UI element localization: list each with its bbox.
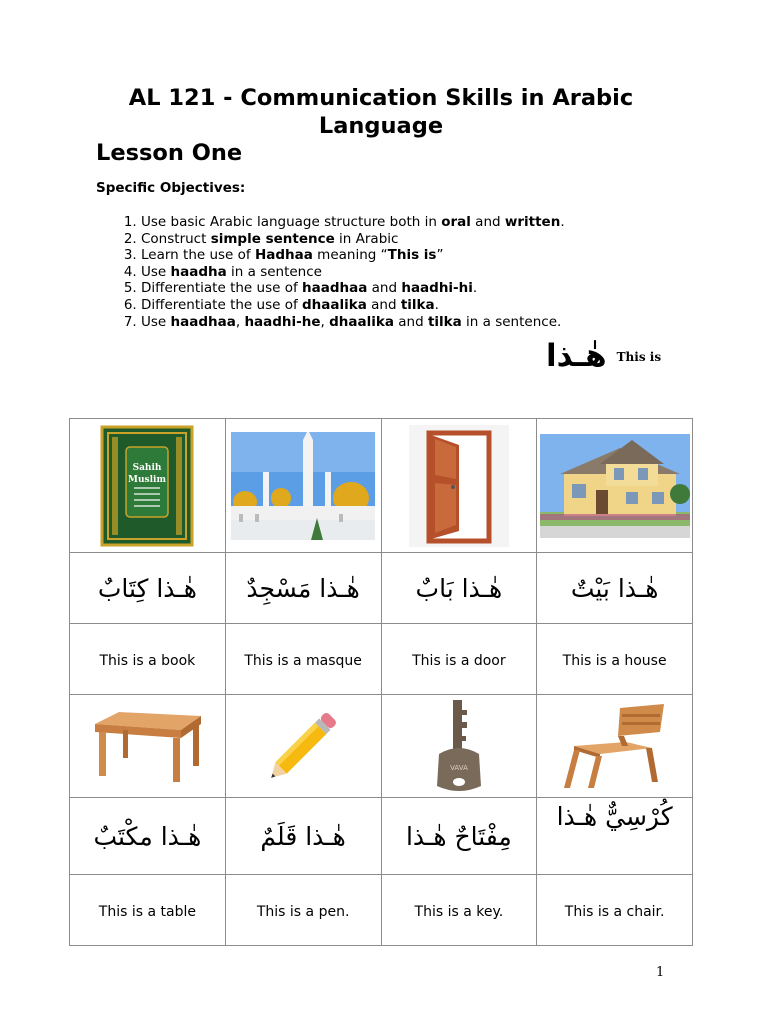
cell-pencil-image xyxy=(225,695,381,798)
table-icon xyxy=(89,710,205,782)
cell-table-image xyxy=(70,695,226,798)
objective-keyword: haadhi-he xyxy=(244,313,321,330)
cell-key-image xyxy=(381,695,537,798)
objective-text: and xyxy=(470,214,505,230)
english-text: This is a book xyxy=(99,652,196,669)
cell-house-arabic xyxy=(537,553,693,624)
english-text: This is a chair. xyxy=(564,903,665,920)
objectives-list xyxy=(96,214,741,330)
chair-icon xyxy=(560,702,670,790)
objective-text: Differentiate the use of xyxy=(141,296,303,313)
cell-mosque-image xyxy=(225,419,381,553)
book-title-line-2: Muslim xyxy=(128,474,167,485)
cell-pencil-english xyxy=(225,875,381,946)
objective-item xyxy=(141,280,741,297)
objective-keyword: dhaalika xyxy=(302,296,367,313)
arabic-text: هٰـذا كِتَابٌ xyxy=(97,573,197,603)
objective-keyword: tilka xyxy=(427,313,462,330)
objectives-heading: Specific Objectives: xyxy=(96,180,246,196)
cell-key-arabic xyxy=(381,798,537,875)
objective-text: . xyxy=(472,280,478,297)
arabic-text: كُرْسِيٌّ هٰـذا xyxy=(556,802,673,831)
objective-keyword: simple sentence xyxy=(210,230,335,247)
cell-house-english xyxy=(537,624,693,695)
haadha-arabic: هٰـذا xyxy=(546,338,607,374)
cell-door-image xyxy=(381,419,537,553)
objective-text: . xyxy=(560,214,565,230)
objective-text: . xyxy=(434,296,439,313)
arabic-text: هٰـذا بَابٌ xyxy=(415,573,503,603)
objective-text: , xyxy=(235,313,245,330)
cell-mosque-english xyxy=(225,624,381,695)
objective-text: and xyxy=(367,280,402,297)
cell-book-image xyxy=(70,419,226,553)
objective-text: Differentiate the use of xyxy=(141,280,303,297)
haadha-heading xyxy=(546,326,661,374)
english-text: This is a key. xyxy=(414,903,504,920)
english-text: This is a table xyxy=(98,903,196,920)
objective-text: , xyxy=(320,313,330,330)
objective-text: Use xyxy=(141,313,171,330)
objective-text: Use basic Arabic language structure both in xyxy=(141,214,442,230)
cell-door-english xyxy=(381,624,537,695)
objective-keyword: haadha xyxy=(170,263,227,280)
objective-text: Use xyxy=(141,263,171,280)
english-text: This is a house xyxy=(562,652,667,669)
key-label: VAVA xyxy=(449,764,468,772)
cell-house-image xyxy=(537,419,693,553)
document-title: AL 121 - Communication Skills in Arabic Language xyxy=(128,85,634,139)
objective-text: meaning “ xyxy=(312,247,388,264)
objective-keyword: haadhi-hi xyxy=(401,280,473,297)
objective-text: in a sentence xyxy=(226,263,322,280)
mosque-icon xyxy=(231,432,375,540)
page-number: 1 xyxy=(656,965,665,980)
cell-book-english xyxy=(70,624,226,695)
cell-chair-arabic xyxy=(537,798,693,875)
arabic-text: مِفْتَاحٌ هٰـذا xyxy=(405,821,512,851)
objective-text: in a sentence. xyxy=(461,313,562,330)
cell-mosque-arabic xyxy=(225,553,381,624)
book-icon xyxy=(100,425,194,547)
cell-key-english xyxy=(381,875,537,946)
objective-text: Construct xyxy=(141,230,211,247)
objective-keyword: tilka xyxy=(400,296,435,313)
objective-keyword: dhaalika xyxy=(329,313,394,330)
objective-text: Learn the use of xyxy=(141,247,255,264)
pencil-icon xyxy=(258,704,348,788)
objective-keyword: This is xyxy=(387,247,437,264)
objective-text: in Arabic xyxy=(334,230,399,247)
cell-book-arabic xyxy=(70,553,226,624)
objective-item xyxy=(141,297,741,314)
objective-item xyxy=(141,214,741,231)
objective-text: and xyxy=(393,313,428,330)
house-icon xyxy=(540,434,690,538)
arabic-text: هٰـذا قَلَمٌ xyxy=(260,821,346,851)
english-text: This is a masque xyxy=(244,652,362,669)
cell-chair-english xyxy=(537,875,693,946)
door-icon xyxy=(409,425,509,547)
haadha-english: This is xyxy=(616,350,662,364)
objective-item xyxy=(141,247,741,264)
objective-item xyxy=(141,231,741,248)
english-text: This is a pen. xyxy=(256,903,350,920)
lesson-heading: Lesson One xyxy=(96,140,243,166)
cell-table-english xyxy=(70,875,226,946)
objective-keyword: Hadhaa xyxy=(254,247,313,264)
book-title-line-1: Sahih xyxy=(132,462,162,473)
vocabulary-table xyxy=(69,418,693,946)
cell-chair-image xyxy=(537,695,693,798)
arabic-text: هٰـذا مَسْجِدٌ xyxy=(246,573,360,603)
key-icon xyxy=(429,696,489,796)
cell-table-arabic xyxy=(70,798,226,875)
objective-keyword: haadhaa xyxy=(302,280,368,297)
arabic-text: هٰـذا بَيْتٌ xyxy=(570,573,659,603)
arabic-text: هٰـذا مكْتَبٌ xyxy=(93,821,202,851)
english-text: This is a door xyxy=(412,652,506,669)
cell-door-arabic xyxy=(381,553,537,624)
objective-keyword: written xyxy=(504,214,561,230)
objective-item xyxy=(141,264,741,281)
objective-keyword: haadhaa xyxy=(170,313,236,330)
objective-text: ” xyxy=(436,247,444,264)
cell-pencil-arabic xyxy=(225,798,381,875)
objective-keyword: oral xyxy=(441,214,471,230)
objective-text: and xyxy=(366,296,401,313)
